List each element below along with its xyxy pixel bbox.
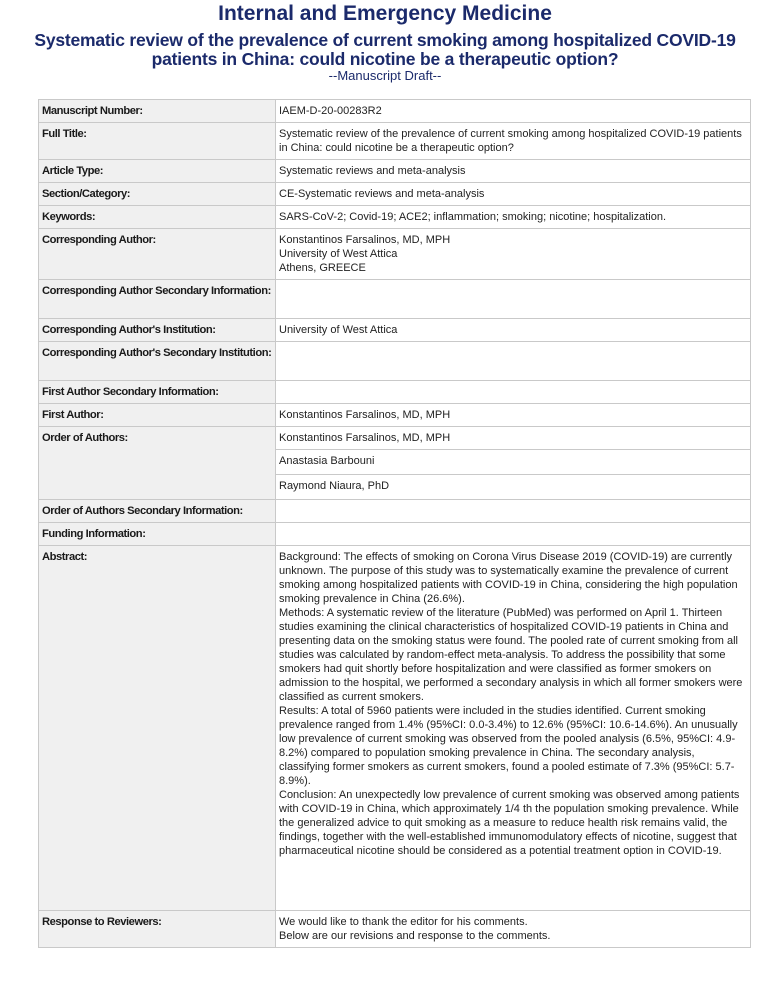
field-label: Article Type: xyxy=(39,160,276,183)
response-line: Below are our revisions and response to the comments. xyxy=(279,930,551,942)
manuscript-title: Systematic review of the prevalence of current smoking among hospitalized COVID-19 patients in China: could nicotine be a therapeutic option? xyxy=(34,30,736,69)
field-label: First Author: xyxy=(39,404,276,427)
corr-secondary-info-value xyxy=(276,280,751,319)
funding-value xyxy=(276,523,751,546)
author-name: Konstantinos Farsalinos, MD, MPH xyxy=(279,234,451,246)
table-row xyxy=(39,523,751,546)
table-row xyxy=(39,319,751,342)
first-author-value: Konstantinos Farsalinos, MD, MPH xyxy=(276,404,751,427)
article-type-value: Systematic reviews and meta-analysis xyxy=(276,160,751,183)
author-affiliation: University of West Attica xyxy=(279,248,398,260)
manuscript-number-value: IAEM-D-20-00283R2 xyxy=(276,100,751,123)
keywords-value: SARS-CoV-2; Covid-19; ACE2; inflammation; smoking; nicotine; hospitalization. xyxy=(276,206,751,229)
field-label: Funding Information: xyxy=(39,523,276,546)
draft-label: --Manuscript Draft-- xyxy=(328,68,442,83)
full-title-value: Systematic review of the prevalence of current smoking among hospitalized COVID-19 patients in China: could nicotine be a therapeutic option? xyxy=(276,123,751,160)
table-row xyxy=(39,100,751,123)
table-row xyxy=(39,404,751,427)
journal-name: Internal and Emergency Medicine xyxy=(218,2,552,25)
manuscript-metadata-table xyxy=(38,99,751,948)
table-row xyxy=(39,183,751,206)
table-row xyxy=(39,427,751,450)
field-label: Corresponding Author's Secondary Institution: xyxy=(39,342,276,381)
first-author-secondary-value xyxy=(276,381,751,404)
secondary-institution-value xyxy=(276,342,751,381)
corresponding-author-value xyxy=(276,229,751,280)
field-label: Corresponding Author's Institution: xyxy=(39,319,276,342)
field-label: Section/Category: xyxy=(39,183,276,206)
table-row xyxy=(39,160,751,183)
table-row xyxy=(39,546,751,911)
document-header xyxy=(0,2,770,83)
institution-value: University of West Attica xyxy=(276,319,751,342)
author-2: Anastasia Barbouni xyxy=(276,450,751,475)
field-label: Response to Reviewers: xyxy=(39,911,276,948)
response-line: We would like to thank the editor for his comments. xyxy=(279,916,528,928)
field-label: Abstract: xyxy=(39,546,276,911)
table-row xyxy=(39,206,751,229)
abstract-value: Background: The effects of smoking on Corona Virus Disease 2019 (COVID-19) are currently unknown. The purpose of this study was to systematically examine the prevalence of current smoking among hospitalized patients with COVID-19 in China, considering the high population smoking prevalence in China (26.6%). Methods: A systematic review of the literature (PubMed) was performed on April 1. Thirteen studies examining the clinical characteristics of hospitalized COVID-19 patients in China and presenting data on the smoking status were found. The pooled rate of current smoking from all studies was calculated by random-effect meta-analysis. To address the possibility that some smokers had quit shortly before hospitalization and were classified as former smokers on admission to the hospital, we performed a secondary analysis in which all former smokers were classified as current smokers. Results: A total of 5960 patients were included in the studies identified. Current smoking prevalence ranged from 1.4% (95%CI: 0.0-3.4%) to 12.6% (95%CI: 10.6-14.6%). An unusually low prevalence of current smoking was observed from the pooled analysis (6.5%, 95%CI: 4.9-8.2%) compared to population smoking prevalence in China. The secondary analysis, classifying former smokers as current smokers, found a pooled estimate of 7.3% (95%CI: 5.7-8.9%). Conclusion: An unexpectedly low prevalence of current smoking was observed among patients with COVID-19 in China, which approximately 1/4 th the population smoking prevalence. While the generalized advice to quit smoking as a measure to reduce health risk remains valid, the findings, together with the well-established immunomodulatory effects of nicotine, suggest that pharmaceutical nicotine should be considered as a potential treatment option in COVID-19. xyxy=(276,546,751,911)
field-label: Corresponding Author: xyxy=(39,229,276,280)
table-row xyxy=(39,911,751,948)
table-row xyxy=(39,280,751,319)
author-location: Athens, GREECE xyxy=(279,262,366,274)
table-row xyxy=(39,500,751,523)
field-label: Order of Authors: xyxy=(39,427,276,500)
table-row xyxy=(39,229,751,280)
field-label: Corresponding Author Secondary Information: xyxy=(39,280,276,319)
field-label: Manuscript Number: xyxy=(39,100,276,123)
order-secondary-value xyxy=(276,500,751,523)
table-row xyxy=(39,381,751,404)
field-label: Full Title: xyxy=(39,123,276,160)
author-3: Raymond Niaura, PhD xyxy=(276,475,751,500)
section-value: CE-Systematic reviews and meta-analysis xyxy=(276,183,751,206)
field-label: First Author Secondary Information: xyxy=(39,381,276,404)
field-label: Order of Authors Secondary Information: xyxy=(39,500,276,523)
table-row xyxy=(39,342,751,381)
response-value xyxy=(276,911,751,948)
author-1: Konstantinos Farsalinos, MD, MPH xyxy=(276,427,751,450)
field-label: Keywords: xyxy=(39,206,276,229)
table-row xyxy=(39,123,751,160)
